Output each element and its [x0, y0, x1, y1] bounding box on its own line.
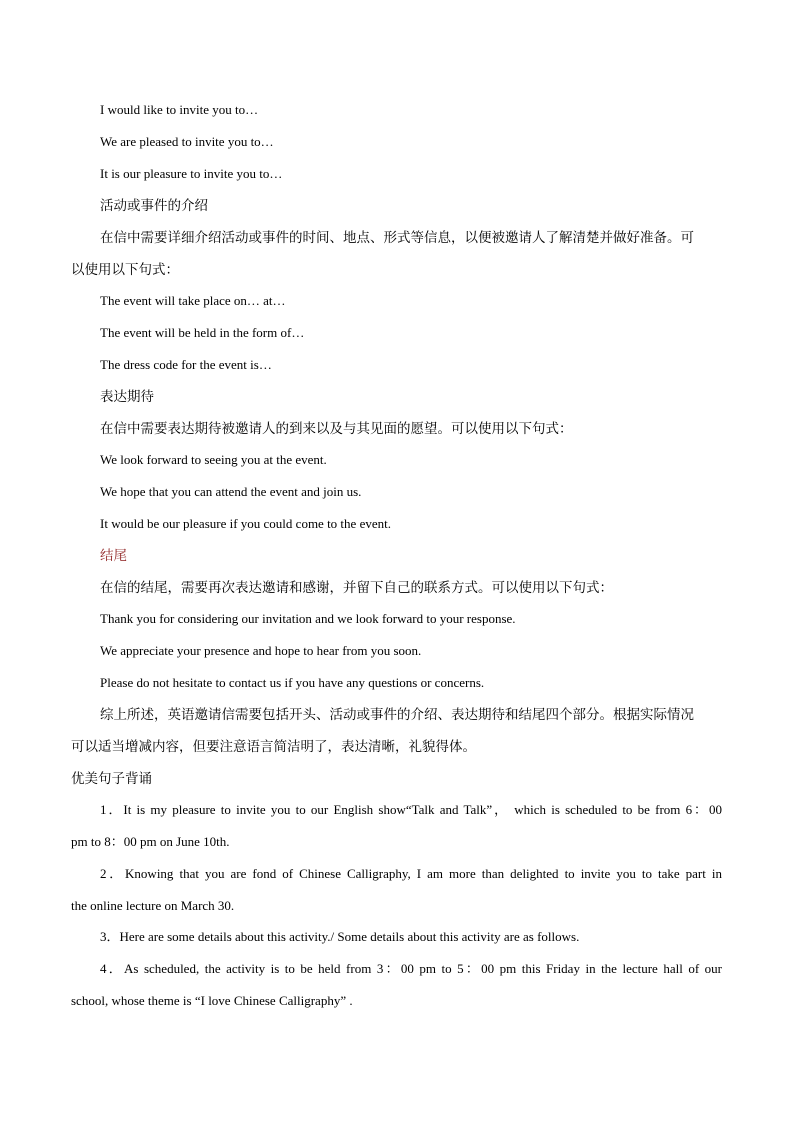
- summary-line1: 综上所述，英语邀请信需要包括开头、活动或事件的介绍、表达期待和结尾四个部分。根据实际情况: [100, 707, 694, 723]
- event-intro-desc-line2: 以使用以下句式：: [71, 262, 179, 278]
- expectation-desc: 在信中需要表达期待被邀请人的到来以及与其见面的愿望。可以使用以下句式：: [100, 421, 573, 437]
- sentence-3: 3．Here are some details about this activity./ Some details about this activity are as follows.: [100, 929, 580, 944]
- sentence-1-line2: pm to 8：00 pm on June 10th.: [71, 834, 230, 849]
- event-phrase-1: The event will take place on… at…: [100, 293, 286, 308]
- ending-heading: 结尾: [100, 548, 127, 564]
- expectation-phrase-3: It would be our pleasure if you could come to the event.: [100, 516, 391, 531]
- event-phrase-3: The dress code for the event is…: [100, 357, 272, 372]
- ending-desc: 在信的结尾，需要再次表达邀请和感谢，并留下自己的联系方式。可以使用以下句式：: [100, 580, 613, 596]
- sentence-1-line1: 1．It is my pleasure to invite you to our English show“Talk and Talk”， which is scheduled to be from 6：00: [100, 802, 722, 817]
- ending-phrase-1: Thank you for considering our invitation and we look forward to your response.: [100, 611, 516, 626]
- sentence-4-line2: school, whose theme is “I love Chinese Calligraphy” .: [71, 993, 353, 1008]
- event-intro-desc-line1: 在信中需要详细介绍活动或事件的时间、地点、形式等信息，以便被邀请人了解清楚并做好准备。可: [100, 230, 694, 246]
- expectation-heading: 表达期待: [100, 389, 154, 405]
- expectation-phrase-1: We look forward to seeing you at the event.: [100, 452, 327, 467]
- sentence-2-line1: 2．Knowing that you are fond of Chinese Calligraphy, I am more than delighted to invite you to take part in: [100, 866, 722, 881]
- expectation-phrase-2: We hope that you can attend the event and join us.: [100, 484, 362, 499]
- ending-phrase-2: We appreciate your presence and hope to hear from you soon.: [100, 643, 422, 658]
- summary-line2: 可以适当增减内容，但要注意语言简洁明了，表达清晰，礼貌得体。: [71, 739, 476, 755]
- event-phrase-2: The event will be held in the form of…: [100, 325, 305, 340]
- opening-phrase-3: It is our pleasure to invite you to…: [100, 166, 283, 181]
- event-intro-heading: 活动或事件的介绍: [100, 198, 208, 214]
- ending-phrase-3: Please do not hesitate to contact us if you have any questions or concerns.: [100, 675, 485, 690]
- sentence-4-line1: 4．As scheduled, the activity is to be held from 3：00 pm to 5：00 pm this Friday in the lecture hall of our: [100, 961, 722, 976]
- opening-phrase-1: I would like to invite you to…: [100, 102, 259, 117]
- sentences-heading: 优美句子背诵: [71, 771, 152, 787]
- opening-phrase-2: We are pleased to invite you to…: [100, 134, 274, 149]
- sentence-2-line2: the online lecture on March 30.: [71, 898, 235, 913]
